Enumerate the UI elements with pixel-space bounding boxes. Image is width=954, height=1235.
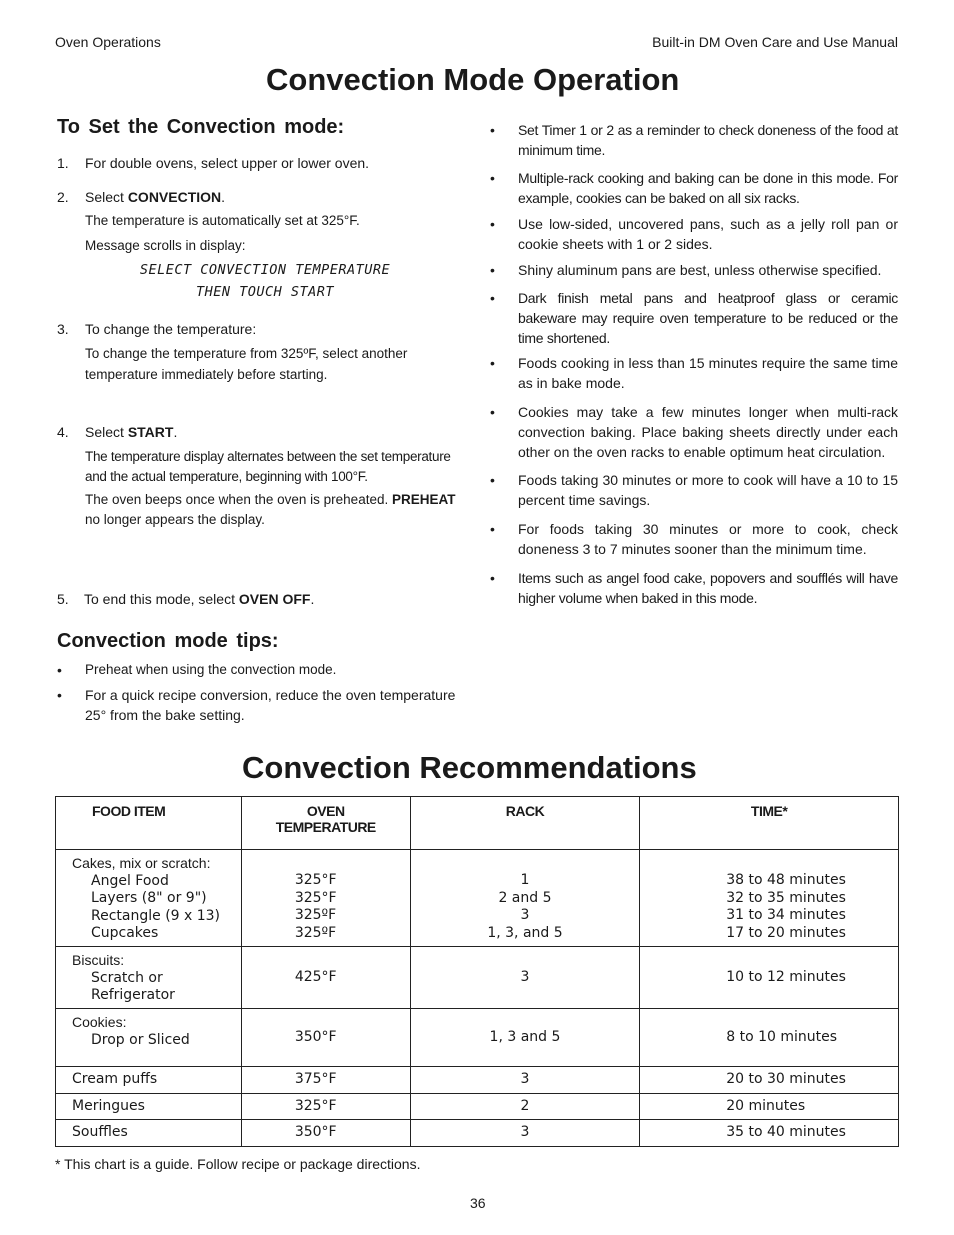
rack-value: 3 <box>520 968 530 985</box>
food-item: Cream puffs <box>72 1071 158 1088</box>
table-header-row <box>56 797 899 850</box>
temperature-value: 325ºF <box>294 924 337 941</box>
food-category: Biscuits: <box>72 952 125 968</box>
bullet: • <box>490 216 495 232</box>
food-item: Layers (8" or 9") <box>91 890 207 906</box>
bullet: • <box>490 404 495 420</box>
step-number: 2. <box>57 189 69 205</box>
table-row <box>56 1094 899 1120</box>
temperature-cell <box>241 850 410 947</box>
time-value: 8 to 10 minutes <box>726 1028 838 1045</box>
rack-cell <box>410 850 640 947</box>
recommendations-table <box>55 796 899 1147</box>
temperature-cell <box>241 1094 410 1120</box>
step-2-note-2: Message scrolls in display: <box>85 238 246 253</box>
rack-value: 3 <box>520 1071 530 1088</box>
time-cell <box>640 850 899 947</box>
food-item: Rectangle (9 x 13) <box>91 907 221 924</box>
food-item-cell <box>56 1067 242 1094</box>
rack-value: 1, 3 and 5 <box>489 1028 561 1045</box>
step-2-note-1: The temperature is automatically set at 325°F. <box>85 213 360 228</box>
rack-value: 3 <box>520 1124 530 1141</box>
table-row <box>56 1067 899 1094</box>
bullet: • <box>490 355 495 371</box>
bullet: • <box>57 662 62 678</box>
rack-cell <box>410 1094 640 1120</box>
temperature-value: 350°F <box>294 1124 337 1141</box>
rack-value: 1 <box>520 872 530 888</box>
food-item-cell <box>56 1120 242 1147</box>
step-text: Select START. <box>85 424 178 440</box>
temperature-value: 325°F <box>294 872 337 888</box>
food-item-cell <box>56 1094 242 1120</box>
tips-heading: Convection mode tips: <box>57 630 279 652</box>
rack-value: 2 and 5 <box>498 889 552 906</box>
step-3-note: To change the temperature from 325ºF, select another temperature immediately before starting. <box>85 346 408 382</box>
time-cell <box>640 1094 899 1120</box>
rack-cell <box>410 1120 640 1147</box>
food-item: Refrigerator <box>91 987 175 1003</box>
rack-cell <box>410 1009 640 1067</box>
step-number: 3. <box>57 321 69 337</box>
header-oven-temperature: OVEN TEMPERATURE <box>241 797 410 850</box>
time-value: 10 to 12 minutes <box>726 968 846 985</box>
food-item: Drop or Sliced <box>91 1031 190 1048</box>
temperature-cell <box>241 947 410 1009</box>
time-value: 35 to 40 minutes <box>726 1124 846 1141</box>
food-item: Meringues <box>72 1097 145 1114</box>
rack-cell <box>410 947 640 1009</box>
table-row <box>56 850 899 947</box>
step-text: For double ovens, select upper or lower oven. <box>85 155 370 171</box>
page-number: 36 <box>470 1195 486 1211</box>
rack-cell <box>410 1067 640 1094</box>
step-number: 1. <box>57 155 69 171</box>
step-text: Select CONVECTION. <box>85 189 226 205</box>
temperature-value: 325°F <box>294 889 337 906</box>
table-row <box>56 947 899 1009</box>
time-cell <box>640 1120 899 1147</box>
food-category: Cookies: <box>72 1014 127 1030</box>
recommendations-title: Convection Recommendations <box>242 750 697 785</box>
temperature-value: 325°F <box>294 1097 337 1114</box>
header-right: Built-in DM Oven Care and Use Manual <box>652 34 898 50</box>
time-cell <box>640 947 899 1009</box>
footnote: * This chart is a guide. Follow recipe or package directions. <box>55 1156 421 1172</box>
step-number: 4. <box>57 424 69 440</box>
header-time: TIME* <box>640 797 899 850</box>
table-row <box>56 1009 899 1067</box>
step-number: 5. <box>57 591 69 607</box>
temperature-value: 425°F <box>294 968 337 985</box>
page-title: Convection Mode Operation <box>266 62 680 97</box>
step-4-note-1: The temperature display alternates between the set temperature and the actual temperature, beginning with 100°F. <box>85 449 451 484</box>
temperature-cell <box>241 1120 410 1147</box>
temperature-value: 350°F <box>294 1028 337 1045</box>
time-value: 20 to 30 minutes <box>726 1071 846 1088</box>
food-item-cell <box>56 1009 242 1067</box>
time-value: 17 to 20 minutes <box>726 924 846 941</box>
display-message <box>65 259 465 303</box>
temperature-value: 325ºF <box>294 907 337 923</box>
bullet: • <box>490 570 495 586</box>
set-heading: To Set the Convection mode: <box>57 116 345 138</box>
food-item-cell <box>56 850 242 947</box>
food-item: Angel Food <box>91 872 169 889</box>
header-food-item: FOOD ITEM <box>56 797 242 850</box>
header-rack: RACK <box>410 797 640 850</box>
bullet: • <box>490 170 495 186</box>
step-text: To change the temperature: <box>85 321 257 337</box>
bullet: • <box>490 521 495 537</box>
rack-value: 1, 3, and 5 <box>487 924 563 941</box>
temperature-cell <box>241 1009 410 1067</box>
time-value: 32 to 35 minutes <box>726 889 846 906</box>
rack-value: 2 <box>520 1097 530 1114</box>
header-left: Oven Operations <box>55 34 161 50</box>
step-text: To end this mode, select OVEN OFF. <box>84 591 315 607</box>
time-value: 20 minutes <box>726 1097 806 1114</box>
bullet: • <box>490 122 495 138</box>
step-4-note-2: The oven beeps once when the oven is preheated. PREHEAT no longer appears the display. <box>85 492 456 527</box>
time-cell <box>640 1067 899 1094</box>
bullet: • <box>490 472 495 488</box>
time-cell <box>640 1009 899 1067</box>
food-category: Cakes, mix or scratch: <box>72 855 211 871</box>
bullet: • <box>57 687 62 703</box>
temperature-value: 375°F <box>294 1071 337 1088</box>
food-item: Souffles <box>72 1124 128 1141</box>
time-value: 31 to 34 minutes <box>726 907 846 923</box>
food-item: Scratch or <box>91 969 163 986</box>
bullet: • <box>490 290 495 306</box>
bullet: • <box>490 262 495 278</box>
food-item: Cupcakes <box>91 925 159 941</box>
display-line-2: THEN TOUCH START <box>195 284 335 300</box>
food-item-cell <box>56 947 242 1009</box>
table-row <box>56 1120 899 1147</box>
rack-value: 3 <box>520 907 530 923</box>
temperature-cell <box>241 1067 410 1094</box>
display-line-1: SELECT CONVECTION TEMPERATURE <box>139 262 391 278</box>
time-value: 38 to 48 minutes <box>726 872 846 888</box>
